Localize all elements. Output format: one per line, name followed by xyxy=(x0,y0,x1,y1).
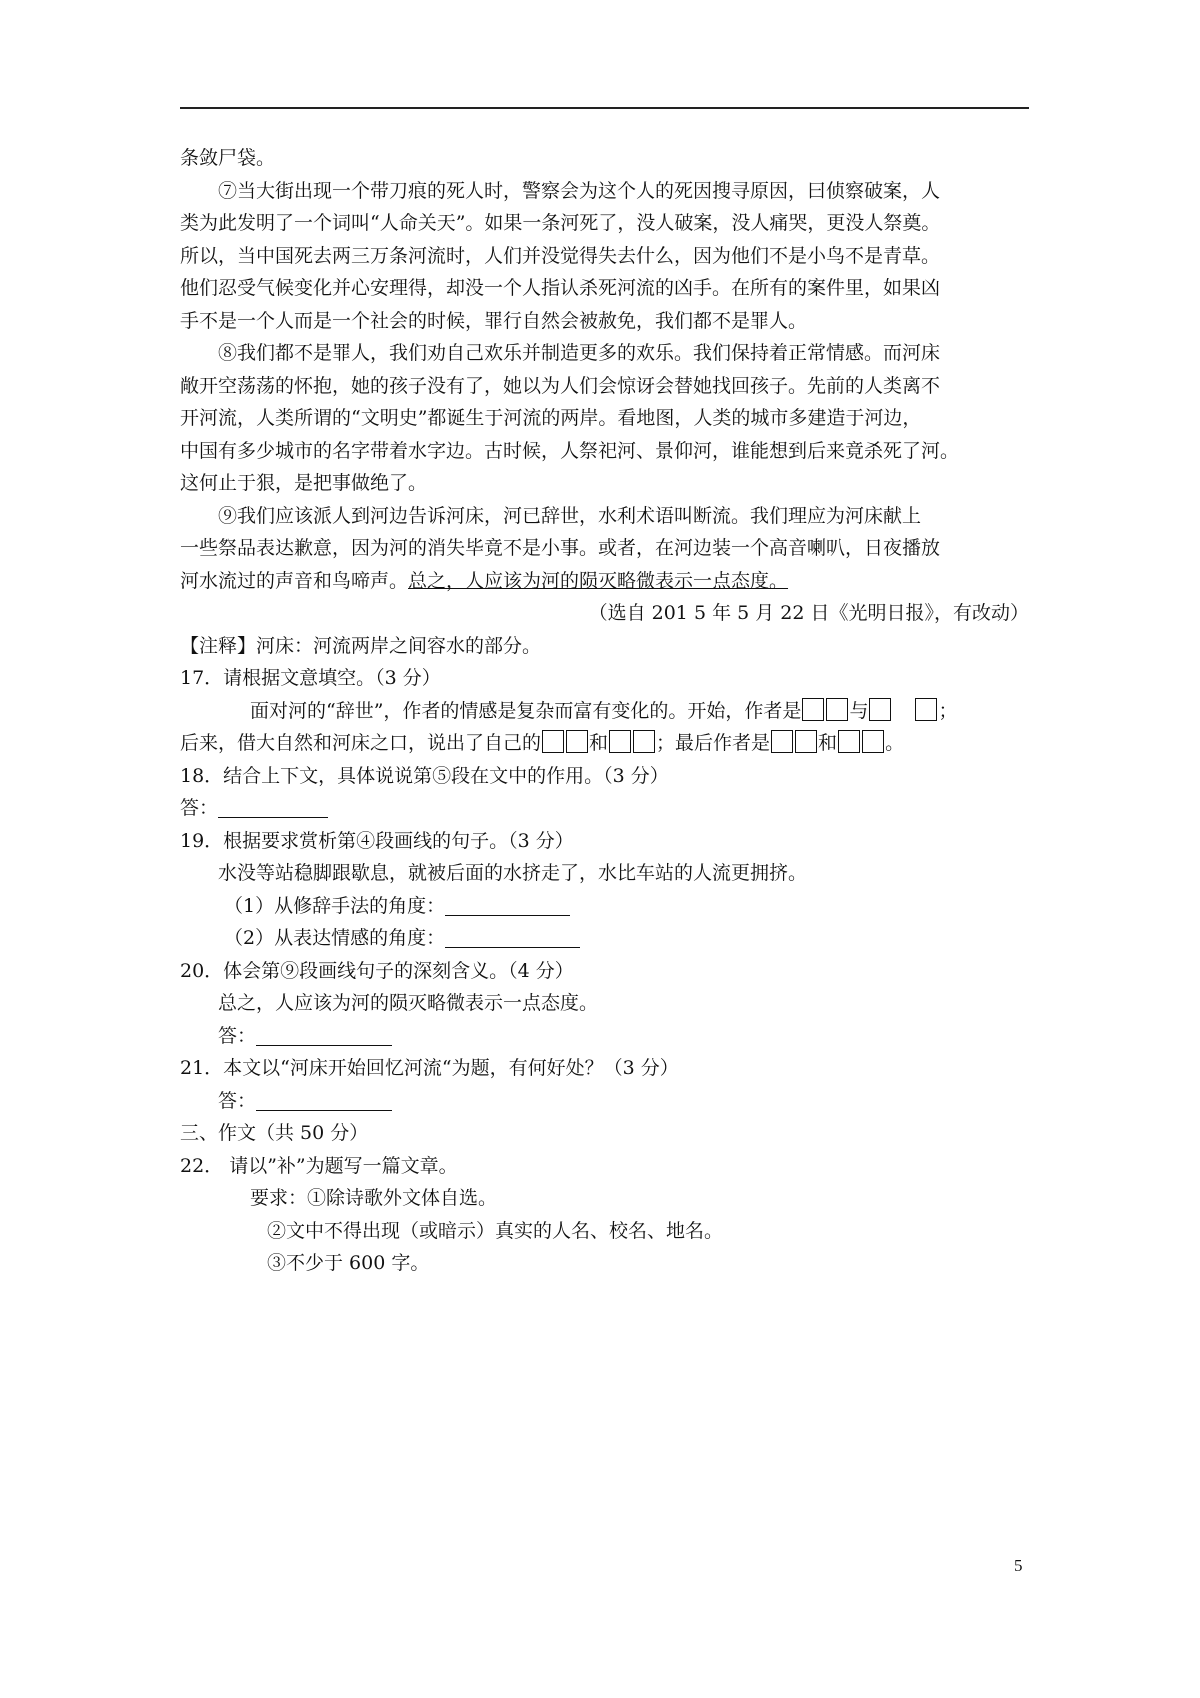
quoted-sentence: 水没等站稳脚跟歇息，就被后面的水挤走了，水比车站的人流更拥挤。 xyxy=(218,862,808,884)
requirement: ②文中不得出现（或暗示）真实的人名、校名、地名。 xyxy=(267,1219,724,1242)
question-17-line-1 xyxy=(180,695,1029,728)
passage-line: 他们忍受气候变化并心安理得，却没一个人指认杀死河流的凶手。在所有的案件里，如果凶 xyxy=(180,277,941,299)
passage-line: 中国有多少城市的名字带着水字边。古时候，人祭祀河、景仰河，谁能想到后来竟杀死了河。 xyxy=(180,439,960,462)
sub-question xyxy=(180,922,1029,955)
question-text: 后来，借大自然和河床之口，说出了自己的 xyxy=(180,732,542,754)
passage-line: 开河流，人类所谓的“文明史”都诞生于河流的两岸。看地图，人类的城市多建造于河边， xyxy=(180,407,922,429)
passage-line: ⑨我们应该派人到河边告诉河床，河已辞世，水利术语叫断流。我们理应为河床献上 xyxy=(218,504,922,527)
answer-label: 答： xyxy=(218,1024,257,1047)
passage-line: ⑧我们都不是罪人，我们劝自己欢乐并制造更多的欢乐。我们保持着正常情感。而河床 xyxy=(218,342,941,364)
answer-label: 答： xyxy=(180,797,219,819)
answer-label: 答： xyxy=(218,1089,257,1112)
underlined-sentence: 总之，人应该为河的陨灭略微表示一点态度。 xyxy=(408,569,789,592)
question-text: 和 xyxy=(818,732,838,754)
header-rule xyxy=(180,107,1029,109)
page-number: 5 xyxy=(1014,1556,1023,1575)
passage-line: 类为此发明了一个词叫“人命关天”。如果一条河死了，没人破案，没人痛哭，更没人祭奠。 xyxy=(180,212,941,234)
passage-line: 所以，当中国死去两三万条河流时，人们并没觉得失去什么，因为他们不是小鸟不是青草。 xyxy=(180,244,941,267)
fill-box[interactable] xyxy=(915,698,937,721)
fill-box[interactable] xyxy=(609,730,631,753)
requirement: 要求：①除诗歌外文体自选。 xyxy=(250,1187,498,1209)
fill-box[interactable] xyxy=(838,730,860,753)
source-citation: （选自 201 5 年 5 月 22 日《光明日报》，有改动） xyxy=(588,602,1029,624)
question-22-title: 22． 请以”补”为题写一篇文章。 xyxy=(180,1154,458,1177)
answer-line xyxy=(180,1020,1029,1053)
question-text: ； xyxy=(938,699,958,722)
question-18-title: 18．结合上下文，具体说说第⑤段在文中的作用。（3 分） xyxy=(180,764,669,787)
fill-box[interactable] xyxy=(869,698,891,721)
passage-line: 条敛尸袋。 xyxy=(180,147,276,169)
fill-box[interactable] xyxy=(542,730,564,753)
sub-question-label: （2）从表达情感的角度： xyxy=(224,927,446,949)
fill-box[interactable] xyxy=(771,730,793,753)
passage-line: ⑦当大街出现一个带刀痕的死人时，警察会为这个人的死因搜寻原因，曰侦察破案，人 xyxy=(218,179,941,202)
passage-line xyxy=(180,565,1029,598)
answer-blank[interactable] xyxy=(445,895,570,916)
sub-question-label: （1）从修辞手法的角度： xyxy=(224,894,446,917)
question-text: ；最后作者是 xyxy=(656,732,771,754)
answer-blank[interactable] xyxy=(218,797,328,818)
fill-box[interactable] xyxy=(566,730,588,753)
question-17-line-2 xyxy=(180,727,1029,760)
passage-line: 这何止于狠，是把事做绝了。 xyxy=(180,472,428,494)
fill-box[interactable] xyxy=(862,730,884,753)
question-19-title: 19．根据要求赏析第④段画线的句子。（3 分） xyxy=(180,829,574,852)
question-17-title: 17．请根据文意填空。（3 分） xyxy=(180,667,441,689)
question-21-title: 21．本文以“河床开始回忆河流“为题，有何好处？（3 分） xyxy=(180,1057,679,1079)
quoted-sentence: 总之，人应该为河的陨灭略微表示一点态度。 xyxy=(218,992,599,1014)
question-text: 。 xyxy=(885,732,905,754)
fill-box[interactable] xyxy=(633,730,655,753)
passage-line: 一些祭品表达歉意，因为河的消失毕竟不是小事。或者，在河边装一个高音喇叭，日夜播放 xyxy=(180,537,941,559)
fill-box[interactable] xyxy=(826,698,848,721)
passage-text: 河水流过的声音和鸟啼声。 xyxy=(180,569,409,592)
section-title: 三、作文（共 50 分） xyxy=(180,1122,369,1144)
fill-box[interactable] xyxy=(795,730,817,753)
answer-blank[interactable] xyxy=(256,1025,392,1046)
answer-line xyxy=(180,1085,1029,1118)
question-text: 面对河的“辞世”，作者的情感是复杂而富有变化的。开始，作者是 xyxy=(250,699,802,722)
fill-box[interactable] xyxy=(802,698,824,721)
question-text: 与 xyxy=(849,699,869,722)
answer-blank[interactable] xyxy=(445,927,580,948)
annotation-note: 【注释】河床：河流两岸之间容水的部分。 xyxy=(180,634,542,657)
page-content xyxy=(180,142,1029,1280)
answer-blank[interactable] xyxy=(256,1090,392,1111)
requirement: ③不少于 600 字。 xyxy=(267,1252,430,1274)
question-20-title: 20．体会第⑨段画线句子的深刻含义。（4 分） xyxy=(180,959,574,982)
passage-line: 敞开空荡荡的怀抱，她的孩子没有了，她以为人们会惊讶会替她找回孩子。先前的人类离不 xyxy=(180,374,941,397)
passage-line: 手不是一个人而是一个社会的时候，罪行自然会被赦免，我们都不是罪人。 xyxy=(180,309,808,332)
question-text: 和 xyxy=(589,732,609,754)
sub-question xyxy=(180,890,1029,923)
answer-line xyxy=(180,792,1029,825)
